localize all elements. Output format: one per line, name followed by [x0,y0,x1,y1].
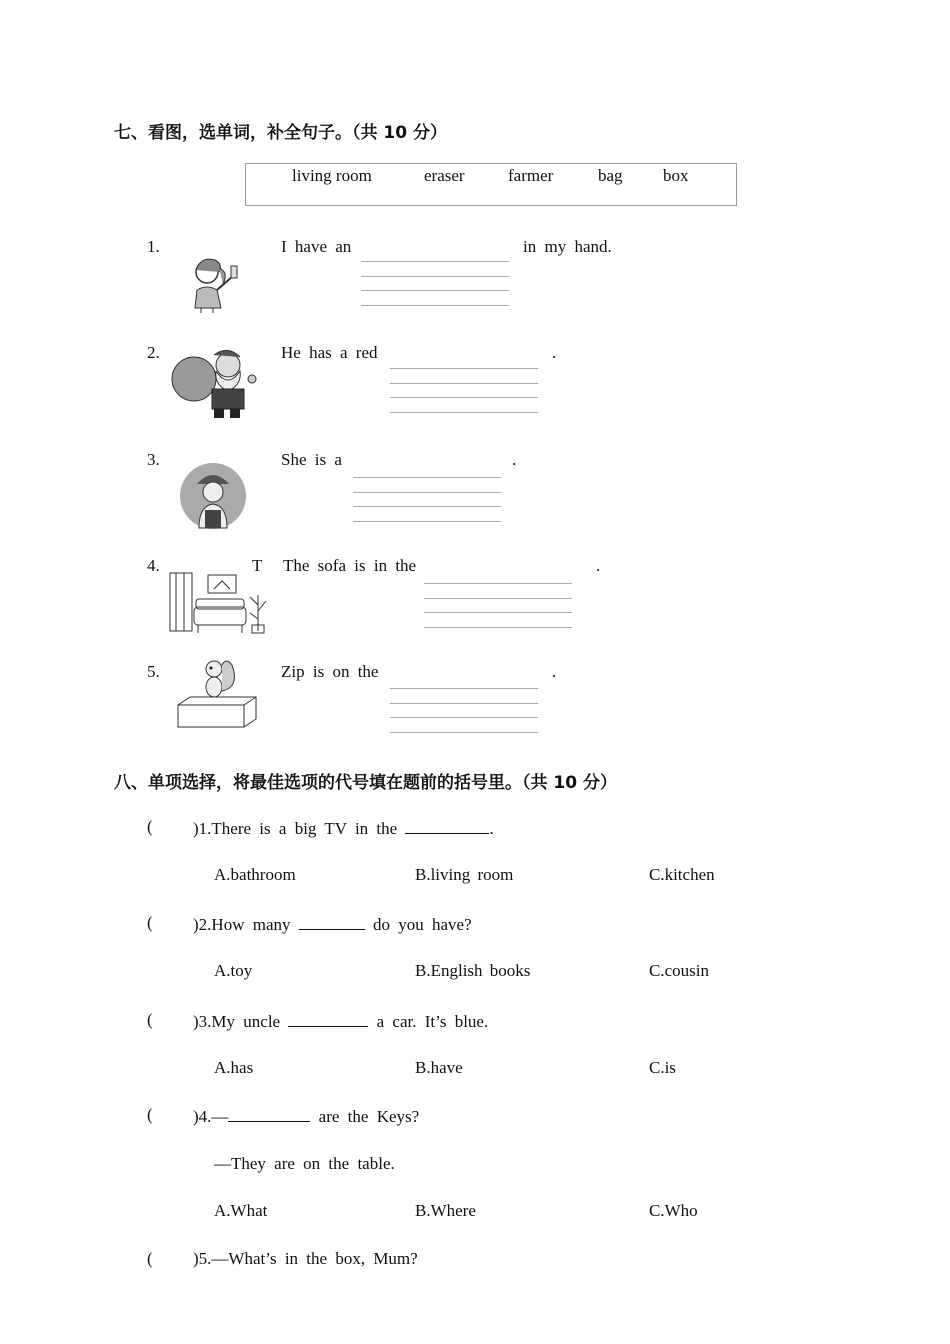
option-c[interactable]: C.is [649,1058,676,1077]
item-number: 3. [147,450,160,469]
item-number: 2. [147,343,160,362]
writing-lines[interactable] [353,477,501,535]
sentence-before: Zip is on the [281,662,379,681]
option-a[interactable]: A.has [214,1058,254,1077]
question-text [193,1010,488,1032]
question-number: )4. [193,1107,212,1126]
answer-blank[interactable] [288,1010,368,1027]
sentence-after: . [512,450,517,469]
question-before: My uncle [211,1012,281,1031]
option-b[interactable]: B.living room [415,865,514,884]
option-a[interactable]: A.toy [214,961,253,980]
item-number: 5. [147,662,160,681]
question-after: a car. It’s blue. [376,1012,489,1031]
option-c[interactable]: C.kitchen [649,865,715,884]
answer-blank[interactable] [299,913,365,930]
sentence-before: He has a red [281,343,378,362]
sentence-before: I have an [281,237,352,256]
farmer-girl-picture [179,462,247,530]
question-before: — [211,1107,229,1126]
sentence-after: . [552,662,557,681]
sentence-after: . [596,556,601,575]
question-number: )1. [193,819,212,838]
girl-holding-eraser-picture [183,250,245,314]
answer-paren-open[interactable]: ( [147,1010,153,1029]
question-number: )2. [193,915,212,934]
question-text [193,817,494,839]
word-bank-item: box [663,166,689,185]
answer-paren-open[interactable]: ( [147,817,153,836]
section-8-title: 八、单项选择，将最佳选项的代号填在题前的括号里。（共 10 分） [114,773,617,793]
answer-blank[interactable] [405,817,489,834]
answer-paren-open[interactable]: ( [147,913,153,932]
word-bank [245,163,737,206]
item-number: 4. [147,556,160,575]
question-text [193,913,472,935]
answer-blank[interactable] [228,1105,310,1122]
question-number: )5. [193,1249,212,1268]
question-text [193,1105,419,1127]
answer-paren-open[interactable]: ( [147,1249,153,1268]
question-after: . [489,819,494,838]
question-after: are the Keys? [318,1107,420,1126]
option-a[interactable]: A.What [214,1201,268,1220]
answer-line: —They are on the table. [214,1154,395,1173]
writing-lines[interactable] [390,368,538,426]
santa-with-bag-picture [170,345,258,419]
option-c[interactable]: C.Who [649,1201,698,1220]
option-c[interactable]: C.cousin [649,961,709,980]
word-bank-item: farmer [508,166,554,185]
living-room-sofa-picture [166,571,270,637]
writing-lines[interactable] [424,583,572,641]
word-bank-item: bag [598,166,623,185]
item-marker: T [252,556,263,575]
sentence-after: in my hand. [523,237,612,256]
option-b[interactable]: B.have [415,1058,463,1077]
squirrel-on-box-picture [176,657,260,731]
answer-paren-open[interactable]: ( [147,1105,153,1124]
sentence-before: She is a [281,450,342,469]
writing-lines[interactable] [361,261,509,319]
word-bank-item: living room [292,166,372,185]
question-before: How many [211,915,291,934]
sentence-after: . [552,343,557,362]
question-before: There is a big TV in the [211,819,398,838]
option-b[interactable]: B.English books [415,961,531,980]
sentence-before: The sofa is in the [283,556,417,575]
option-b[interactable]: B.Where [415,1201,476,1220]
option-a[interactable]: A.bathroom [214,865,296,884]
question-after: do you have? [373,915,472,934]
section-7-title: 七、看图，选单词，补全句子。（共 10 分） [114,123,447,143]
writing-lines[interactable] [390,688,538,746]
word-bank-item: eraser [424,166,465,185]
item-number: 1. [147,237,160,256]
question-text [193,1249,418,1269]
question-number: )3. [193,1012,212,1031]
question-before: —What’s in the box, Mum? [211,1249,418,1268]
